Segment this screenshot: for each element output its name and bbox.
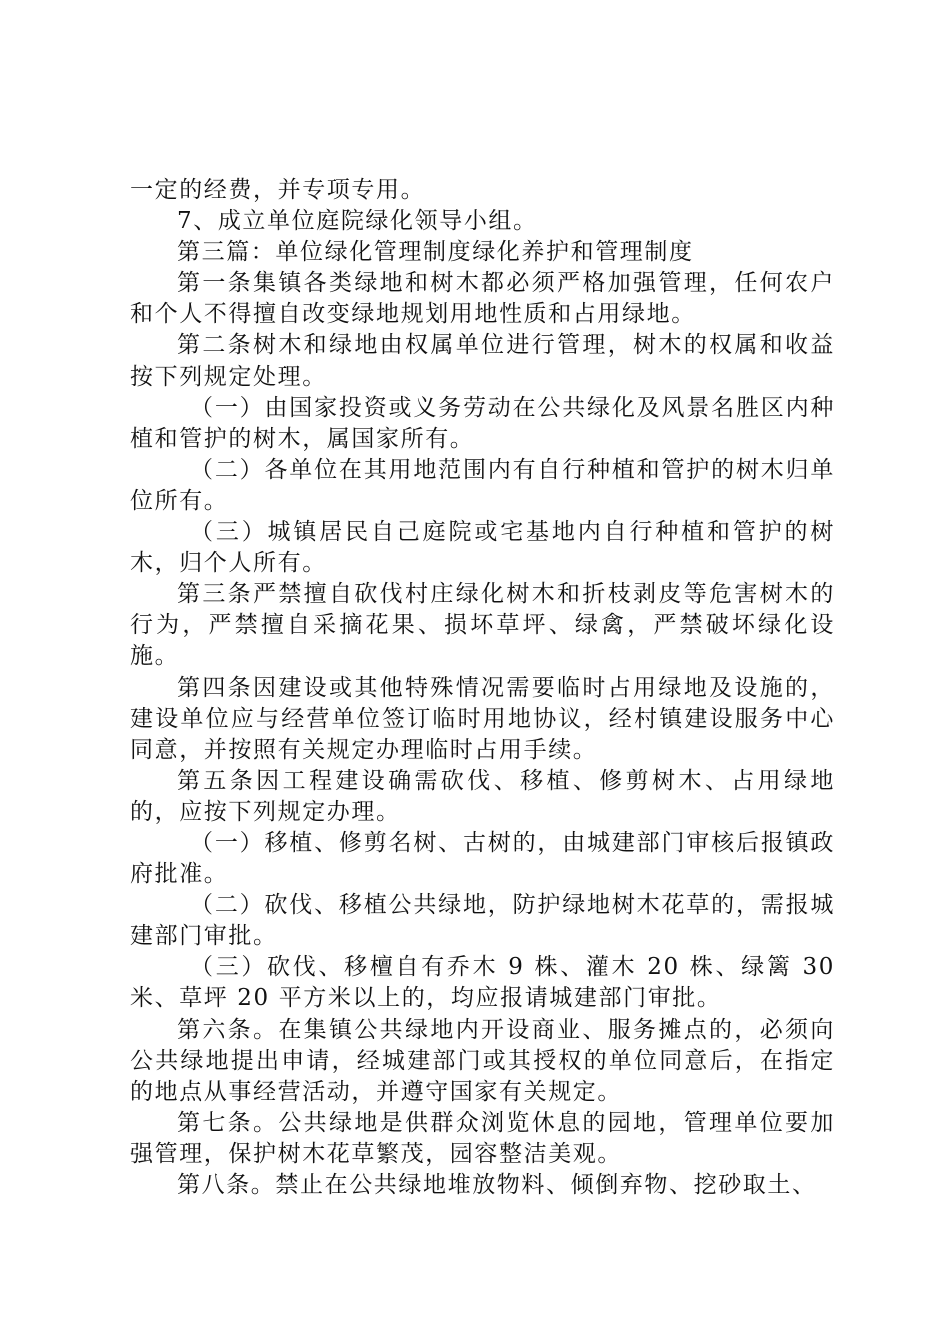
article-2: 第二条树木和绿地由权属单位进行管理，树木的权属和收益按下列规定处理。 — [130, 332, 835, 390]
article-7: 第七条。公共绿地是供群众浏览休息的园地，管理单位要加强管理，保护树木花草繁茂，园容整洁美观。 — [130, 1109, 835, 1167]
paragraph-item-7: 7、成立单位庭院绿化领导小组。 — [177, 208, 538, 235]
article-1: 第一条集镇各类绿地和树木都必须严格加强管理，任何农户和个人不得擅自改变绿地规划用地性质和占用绿地。 — [130, 270, 835, 328]
document-body — [130, 175, 835, 1201]
article-6: 第六条。在集镇公共绿地内开设商业、服务摊点的，必须向公共绿地提出申请，经城建部门或其授权的单位同意后，在指定的地点从事经营活动，并遵守国家有关规定。 — [130, 1016, 835, 1105]
article-2-clause-2: （二）各单位在其用地范围内有自行种植和管护的树木归单位所有。 — [130, 456, 835, 514]
article-3: 第三条严禁擅自砍伐村庄绿化树木和折枝剥皮等危害树木的行为，严禁擅自采摘花果、损坏草坪、绿禽，严禁破坏绿化设施。 — [130, 581, 835, 670]
article-5-clause-3: （三）砍伐、移檀自有乔木 9 株、灌木 20 株、绿篱 30 米、草坪 20 平方米以上的，均应报请城建部门审批。 — [130, 954, 835, 1012]
paragraph-continuation: 一定的经费，并专项专用。 — [130, 177, 426, 203]
section-heading: 第三篇：单位绿化管理制度绿化养护和管理制度 — [177, 239, 694, 266]
article-4: 第四条因建设或其他特殊情况需要临时占用绿地及设施的，建设单位应与经营单位签订临时用地协议，经村镇建设服务中心同意，并按照有关规定办理临时占用手续。 — [130, 674, 835, 763]
article-2-clause-3: （三）城镇居民自己庭院或宅基地内自行种植和管护的树木，归个人所有。 — [130, 519, 835, 577]
article-5-clause-2: （二）砍伐、移植公共绿地，防护绿地树木花草的，需报城建部门审批。 — [130, 892, 835, 950]
article-5-clause-1: （一）移植、修剪名树、古树的，由城建部门审核后报镇政府批准。 — [130, 829, 835, 888]
article-2-clause-1: （一）由国家投资或义务劳动在公共绿化及风景名胜区内种植和管护的树木，属国家所有。 — [130, 394, 835, 452]
article-5: 第五条因工程建设确需砍伐、移植、修剪树木、占用绿地的，应按下列规定办理。 — [130, 767, 835, 825]
article-8: 第八条。禁止在公共绿地堆放物料、倾倒弃物、挖砂取土、 — [177, 1172, 817, 1198]
